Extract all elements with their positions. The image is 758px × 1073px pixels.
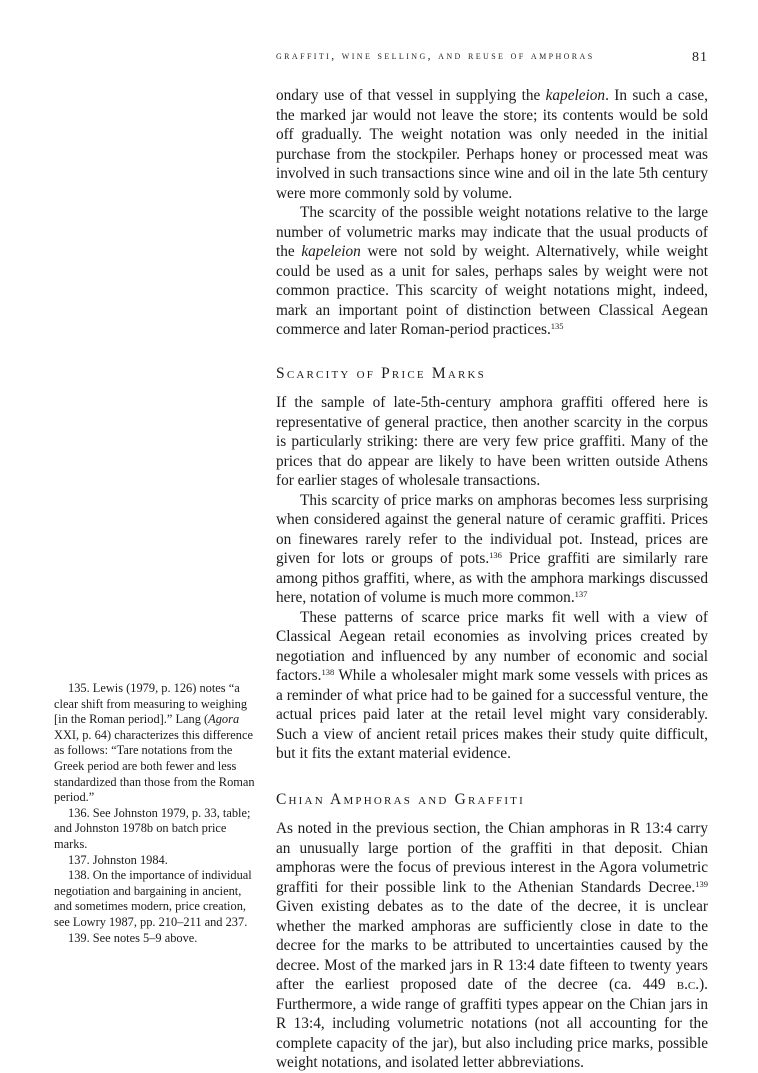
- paragraph: ondary use of that vessel in supplying the kapeleion. In such a case, the marked jar would not leave the store; its contents would be sold off gradually. The weight notation was only needed in the initial purchase from the stockpiler. Perhaps honey or processed meat was involved in such transactions since wine and oil in the late 5th century were more commonly sold by volume.: [276, 87, 708, 202]
- running-head: [276, 50, 708, 66]
- paragraph: As noted in the previous section, the Chian amphoras in R 13:4 carry an unusually large portion of the graffiti in that deposit. Chian amphoras were the focus of previous interest in the Agora volumetric graffiti for their possible link to the Athenian Standards Decree.$^{139}$ Given existing debates as to the date of the decree, it is unclear whether the marked amphoras are sufficiently close in date to the decree for the marks to be attributed to uncertainties caused by the decree. Most of the marked jars in R 13:4 date fifteen to twenty years after the earliest proposed date of the decree (ca. 449 b.c.). Furthermore, a wide range of graffiti types appear on the Chian jars in R 13:4, including volumetric notations (not all accounting for the complete capacity of the jar), but also including price marks, possible weight notations, and isolated letter abbreviations.: [276, 820, 708, 1071]
- footnote-ref: 136: [489, 550, 502, 560]
- paragraph: This scarcity of price marks on amphoras becomes less surprising when considered against the general nature of ceramic graffiti. Prices on finewares rarely refer to the individual pot. Instead, prices are given for lots or groups of pots.$^{136}$ Price graffiti are similarly rare among pithos graffiti, where, as with the amphora markings discussed here, notation of volume is much more common.$^{137}$: [276, 491, 708, 606]
- running-title: graffiti, wine selling, and reuse of amphoras: [276, 50, 595, 62]
- main-text-column: [276, 86, 708, 1073]
- page-number: 81: [692, 50, 708, 65]
- footnote-ref: 137: [574, 589, 588, 599]
- footnote: 137. Johnston 1984.: [68, 852, 168, 867]
- footnotes: [54, 681, 260, 946]
- footnote-ref: 138: [321, 667, 335, 677]
- footnote: 136. See Johnston 1979, p. 33, table; and Johnston 1978b on batch price marks.: [54, 805, 251, 851]
- footnote-ref: 139: [695, 878, 708, 889]
- footnote: 135. Lewis (1979, p. 126) notes “a clear shift from measuring to weighing [in the Roman period].” Lang (Agora XXI, p. 64) characterizes this difference as follows: “Tare notations from the Greek period are both fewer and less standardized than those from the Roman period.”: [54, 681, 255, 805]
- section-heading: Chian Amphoras and Graffiti: [276, 790, 525, 808]
- paragraph: These patterns of scarce price marks fit well with a view of Classical Aegean retail economies as involving prices created by negotiation and influenced by any number of economic and social factors.$^{138}$ While a wholesaler might mark some vessels with prices as a reminder of what price had to be gained for a successful venture, the actual prices paid later at the retail level might vary considerably. Such a view of ancient retail prices makes their study quite difficult, but it fits the extant material evidence.: [276, 608, 708, 762]
- footnote-ref: 135: [550, 321, 564, 331]
- footnote: 138. On the importance of individual negotiation and bargaining in ancient, and sometimes modern, price creation, see Lowry 1987, pp. 210–211 and 237.: [54, 868, 252, 929]
- section-heading: Scarcity of Price Marks: [276, 364, 486, 382]
- paragraph: The scarcity of the possible weight notations relative to the large number of volumetric marks may indicate that the usual products of the kapeleion were not sold by weight. Alternatively, while weight could be used as a unit for sales, perhaps sales by weight were not common practice. This scarcity of weight notations might, indeed, mark an important point of distinction between Classical Aegean commerce and later Roman-period practices.$^{135}$: [276, 204, 708, 338]
- paragraph: If the sample of late-5th-century amphora graffiti offered here is representative of general practice, then another scarcity in the corpus is particularly striking: there are very few price graffiti. Many of the prices that do appear are likely to have been written outside Athens for earlier stages of wholesale transactions.: [276, 394, 708, 489]
- footnote: 139. See notes 5–9 above.: [68, 930, 198, 945]
